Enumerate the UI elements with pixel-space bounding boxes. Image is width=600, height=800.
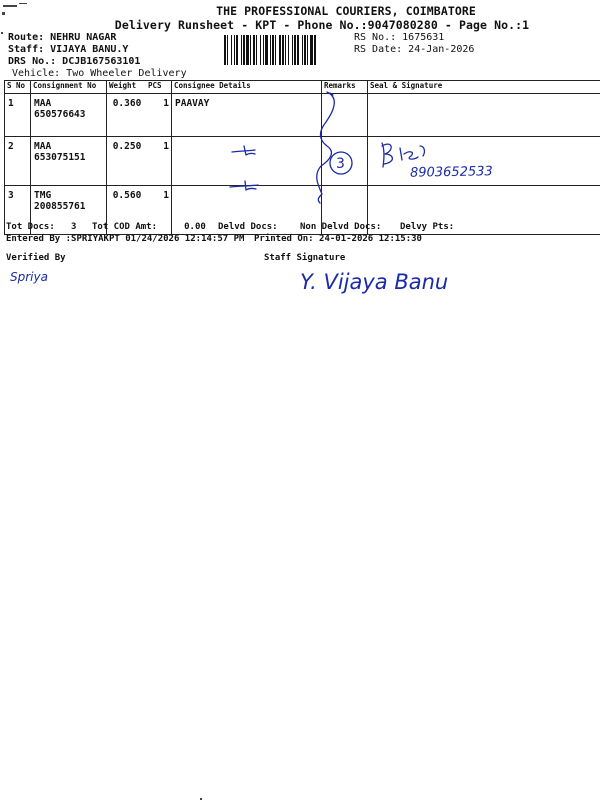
barcode-bar: [294, 35, 296, 65]
delivery-points: Delvy Pts:: [400, 222, 455, 232]
barcode-image: [224, 35, 350, 65]
cell-consignee: [172, 137, 322, 186]
col-weight: Weight: [107, 81, 147, 94]
cell-consignment: MAA 650576643: [31, 94, 107, 137]
scan-speck: [2, 12, 5, 15]
barcode-bar: [292, 35, 293, 65]
delivered-docs: Delvd Docs:: [218, 222, 278, 232]
barcode-bar: [231, 35, 232, 65]
cell-seal: [368, 94, 600, 137]
staff-signature-label: Staff Signature: [264, 253, 346, 263]
barcode-bar: [236, 35, 238, 65]
staff-signature: Y. Vijaya Banu: [300, 270, 449, 294]
barcode-bar: [272, 35, 274, 65]
barcode-bar: [263, 35, 264, 65]
printed-on: Printed On: 24-01-2026 12:15:30: [254, 234, 422, 244]
barcode-bar: [246, 35, 249, 65]
col-seal-signature: Seal & Signature: [368, 81, 600, 94]
barcode-bar: [302, 35, 303, 65]
cell-sno: 2: [5, 137, 31, 186]
total-cod-amount: Tot COD Amt: 0.00: [92, 222, 206, 232]
col-pcs: PCS: [146, 81, 172, 94]
cell-weight: 0.560: [107, 186, 147, 235]
entered-by: Entered By :SPRIYAKPT 01/24/2026 12:14:57 PM: [6, 234, 245, 244]
cell-pcs: 1: [146, 137, 172, 186]
barcode-bar: [279, 35, 281, 65]
barcode-bar: [307, 35, 308, 65]
barcode-bar: [265, 35, 268, 65]
vehicle-label: Vehicle: Two Wheeler Delivery: [12, 68, 187, 79]
barcode-bar: [304, 35, 306, 65]
scan-speck: [3, 5, 17, 7]
barcode-bar: [314, 35, 316, 65]
route-label: Route: NEHRU NAGAR: [8, 32, 117, 43]
col-sno: S No: [5, 81, 31, 94]
barcode-bar: [282, 35, 284, 65]
cell-consignment: MAA 653075151: [31, 137, 107, 186]
col-remarks: Remarks: [322, 81, 368, 94]
company-title: THE PROFESSIONAL COURIERS, COIMBATORE: [216, 4, 476, 18]
barcode-bar: [297, 35, 299, 65]
barcode-bar: [288, 35, 289, 65]
non-delivered-docs: Non Delvd Docs:: [300, 222, 382, 232]
scan-speck: [1, 32, 3, 34]
barcode-bar: [250, 35, 251, 65]
drs-number: DRS No.: DCJB167563101: [8, 56, 141, 67]
barcode-bar: [241, 35, 242, 65]
cell-consignee: PAAVAY: [172, 94, 322, 137]
barcode-bar: [253, 35, 255, 65]
cell-pcs: 1: [146, 186, 172, 235]
circled-count: 3: [336, 156, 345, 172]
cell-consignment: TMG 200855761: [31, 186, 107, 235]
rs-number: RS No.: 1675631: [354, 32, 445, 43]
verified-by-label: Verified By: [6, 253, 66, 263]
verifier-signature: Spriya: [10, 270, 48, 284]
cell-pcs: 1: [146, 94, 172, 137]
barcode-bar: [270, 35, 271, 65]
staff-label: Staff: VIJAYA BANU.Y: [8, 44, 129, 55]
barcode-bar: [224, 35, 226, 65]
rs-date: RS Date: 24-Jan-2026: [354, 44, 475, 55]
cell-sno: 1: [5, 94, 31, 137]
cell-weight: 0.360: [107, 94, 147, 137]
barcode-bar: [310, 35, 313, 65]
barcode-bar: [275, 35, 276, 65]
table-row: [5, 137, 600, 186]
barcode-bar: [260, 35, 261, 65]
barcode-bar: [234, 35, 235, 65]
col-consignment: Consignment No: [31, 81, 107, 94]
cell-remarks: [322, 94, 368, 137]
runsheet-title: Delivery Runsheet - KPT - Phone No.:9047080280 - Page No.:1: [114, 18, 530, 32]
scan-speck: [19, 3, 27, 4]
barcode-bar: [285, 35, 286, 65]
cell-weight: 0.250: [107, 137, 147, 186]
cell-seal: [368, 137, 600, 186]
cell-sno: 3: [5, 186, 31, 235]
total-docs: Tot Docs: 3: [6, 222, 77, 232]
runsheet-table: [4, 80, 600, 235]
table-header-row: [5, 81, 600, 94]
seal-phone: 8903652533: [409, 164, 493, 181]
table-row: [5, 94, 600, 137]
barcode-bar: [243, 35, 245, 65]
barcode-bar: [227, 35, 228, 65]
cell-remarks: [322, 137, 368, 186]
barcode-bar: [256, 35, 257, 65]
col-consignee: Consignee Details: [172, 81, 322, 94]
